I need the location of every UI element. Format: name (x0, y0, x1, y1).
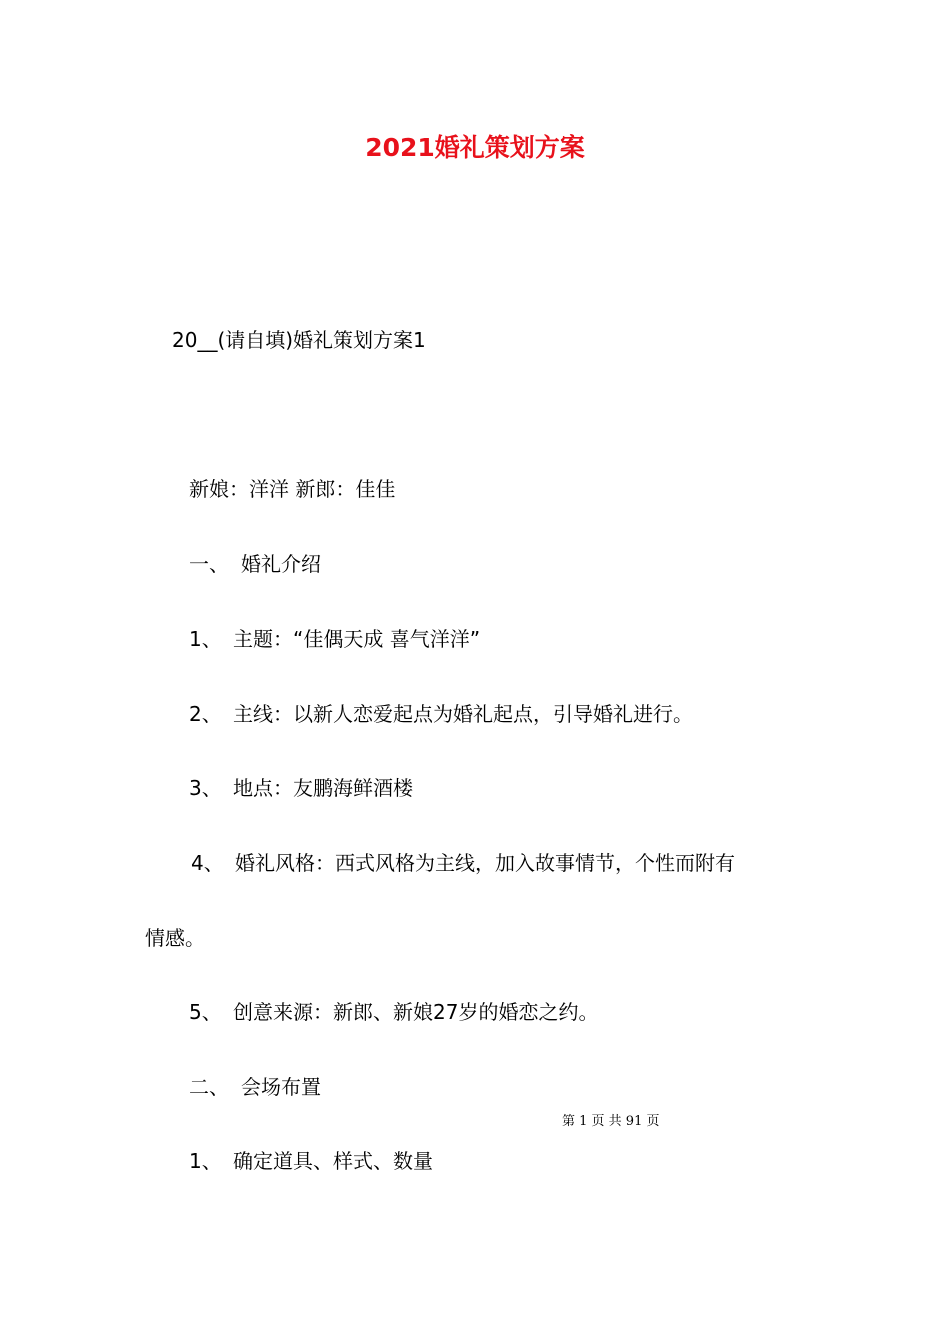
list-item-text: 地点：友鹏海鲜酒楼 (233, 776, 413, 800)
list-item-style (191, 848, 735, 878)
list-item-text: 创意来源：新郎、新娘27岁的婚恋之约。 (233, 1000, 599, 1024)
section-heading-text: 婚礼介绍 (241, 552, 321, 576)
document-title: 2021婚礼策划方案 (365, 133, 585, 162)
list-item-number: 1、 (189, 627, 222, 651)
list-item-style-continuation: 情感。 (145, 926, 205, 950)
list-item-props (189, 1146, 433, 1176)
section-heading-venue-layout (189, 1072, 321, 1102)
list-item-number: 4、 (191, 851, 224, 875)
section-heading-text: 会场布置 (241, 1075, 321, 1099)
couple-names: 新娘：洋洋 新郎：佳佳 (189, 477, 396, 501)
list-item-number: 3、 (189, 776, 222, 800)
list-item-text: 确定道具、样式、数量 (233, 1149, 433, 1173)
list-item-text: 婚礼风格：西式风格为主线，加入故事情节，个性而附有 (235, 851, 735, 875)
section-number: 二、 (189, 1075, 229, 1099)
list-item-mainline (189, 699, 693, 729)
list-item-venue (189, 773, 413, 803)
section-number: 一、 (189, 552, 229, 576)
list-item-number: 2、 (189, 702, 222, 726)
section-heading-intro (189, 549, 321, 579)
page-footer: 第 1 页 共 91 页 (562, 1114, 660, 1129)
list-item-inspiration (189, 997, 598, 1027)
list-item-theme (189, 624, 480, 654)
list-item-text: 主题：“佳偶天成 喜气洋洋” (233, 627, 481, 651)
plan-subtitle: 20__(请自填)婚礼策划方案1 (172, 328, 426, 352)
list-item-number: 1、 (189, 1149, 222, 1173)
list-item-number: 5、 (189, 1000, 222, 1024)
list-item-text: 主线：以新人恋爱起点为婚礼起点，引导婚礼进行。 (233, 702, 693, 726)
